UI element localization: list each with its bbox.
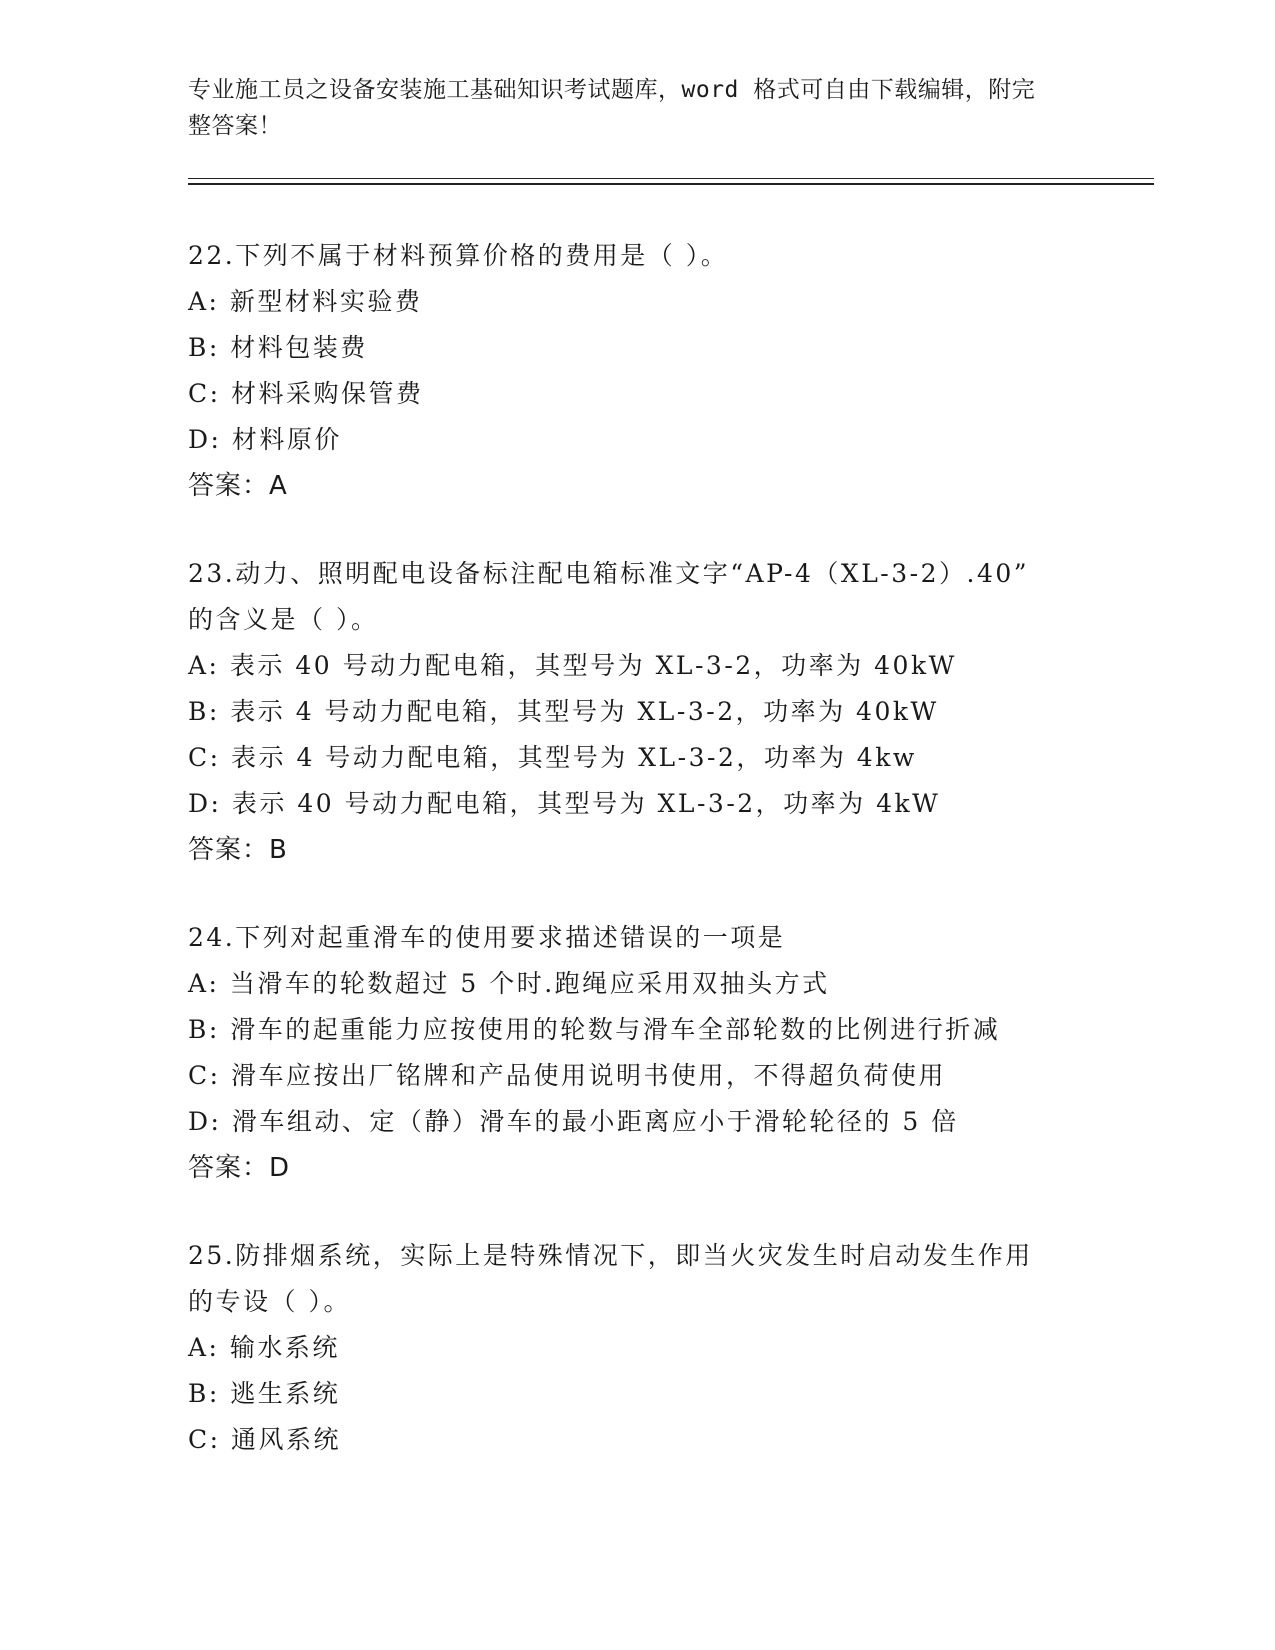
answer: 答案：D [188,1153,291,1183]
header-divider-top [188,178,1154,179]
header-line-2: 整答案！ [188,113,282,139]
answer: 答案：B [188,835,288,865]
option-a: A: 输水系统 [188,1333,340,1362]
option-d: D: 材料原价 [188,425,342,454]
option-c: C: 滑车应按出厂铭牌和产品使用说明书使用，不得超负荷使用 [188,1061,947,1090]
option-b: B: 滑车的起重能力应按使用的轮数与滑车全部轮数的比例进行折减 [188,1015,1001,1044]
option-d: D: 表示 40 号动力配电箱，其型号为 XL-3-2，功率为 4kW [188,789,941,818]
option-b: B: 逃生系统 [188,1379,341,1408]
question-23 [188,551,1108,873]
question-list [188,233,1108,1505]
document-header [188,72,1088,144]
option-a: A: 表示 40 号动力配电箱，其型号为 XL-3-2，功率为 40kW [188,651,957,680]
option-a: A: 当滑车的轮数超过 5 个时.跑绳应采用双抽头方式 [188,969,830,998]
option-a: A: 新型材料实验费 [188,287,423,316]
option-c: C: 通风系统 [188,1425,341,1454]
option-c: C: 材料采购保管费 [188,379,424,408]
question-stem-continued: 的含义是（ ）。 [188,605,379,634]
question-stem: 22.下列不属于材料预算价格的费用是（ ）。 [188,241,729,270]
question-25 [188,1233,1108,1463]
question-stem: 23.动力、照明配电设备标注配电箱标准文字“AP-4（XL-3-2）.40” [188,559,1030,588]
question-stem-continued: 的专设（ ）。 [188,1287,351,1316]
option-c: C: 表示 4 号动力配电箱，其型号为 XL-3-2，功率为 4kw [188,743,917,772]
question-22 [188,233,1108,509]
question-24 [188,915,1108,1191]
option-b: B: 表示 4 号动力配电箱，其型号为 XL-3-2，功率为 40kW [188,697,939,726]
option-d: D: 滑车组动、定（静）滑车的最小距离应小于滑轮轮径的 5 倍 [188,1107,959,1136]
question-stem: 24.下列对起重滑车的使用要求描述错误的一项是 [188,923,786,952]
header-divider-bottom [188,183,1154,185]
answer: 答案：A [188,471,288,501]
option-b: B: 材料包装费 [188,333,368,362]
header-line-1: 专业施工员之设备安装施工基础知识考试题库，word 格式可自由下载编辑，附完 [188,77,1036,103]
question-stem: 25.防排烟系统，实际上是特殊情况下，即当火灾发生时启动发生作用 [188,1241,1033,1270]
